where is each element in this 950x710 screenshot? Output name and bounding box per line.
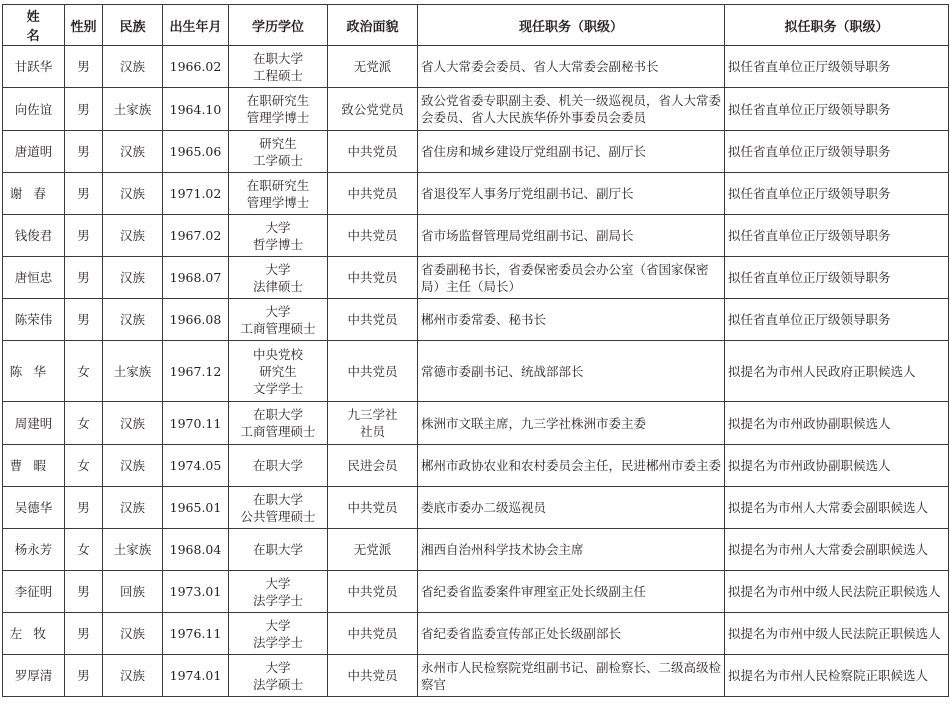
cell-current-position: 郴州市政协农业和农村委员会主任，民进郴州市委主委 [418, 445, 725, 487]
cell-education [229, 655, 328, 697]
cell-party [328, 299, 418, 341]
cell-proposed-position: 拟提名为市州人大常委会副职候选人 [725, 487, 949, 529]
cell-education [229, 173, 328, 215]
cell-gender: 男 [65, 131, 103, 173]
cell-party-line: 致公党党员 [341, 101, 404, 117]
cell-party [328, 46, 418, 88]
cell-proposed-position: 拟任省直单位正厅级领导职务 [725, 173, 949, 215]
cell-party-line: 民进会员 [347, 458, 398, 473]
cell-name: 左牧 [3, 613, 65, 655]
cell-education-line: 管理学博士 [246, 110, 310, 125]
cell-party [328, 341, 418, 402]
table-row [3, 299, 949, 341]
table-row [3, 173, 949, 215]
cell-proposed-position: 拟提名为市州政协副职候选人 [725, 445, 949, 487]
cell-ethnicity: 汉族 [103, 613, 163, 655]
table-row [3, 257, 949, 299]
cell-ethnicity: 土家族 [103, 88, 163, 131]
cell-birth: 1965.06 [163, 131, 229, 173]
cell-name: 钱俊君 [3, 215, 65, 257]
cell-education [229, 571, 328, 613]
cell-education [229, 257, 328, 299]
cell-current-position: 永州市人民检察院党组副书记、副检察长、二级高级检察官 [418, 655, 725, 697]
cell-ethnicity: 汉族 [103, 173, 163, 215]
cell-proposed-position: 拟任省直单位正厅级领导职务 [725, 299, 949, 341]
cell-ethnicity: 汉族 [103, 257, 163, 299]
cell-education-line: 大学 [265, 617, 291, 633]
cell-ethnicity: 土家族 [103, 529, 163, 571]
cell-education [229, 88, 328, 131]
personnel-table [2, 4, 949, 697]
cell-gender: 男 [65, 613, 103, 655]
cell-education-line: 在职大学 [252, 50, 303, 66]
cell-proposed-position: 拟提名为市州中级人民法院正职候选人 [725, 571, 949, 613]
cell-birth: 1974.01 [163, 655, 229, 697]
cell-ethnicity: 汉族 [103, 299, 163, 341]
cell-current-position: 省退役军人事务厅党组副书记、副厅长 [418, 173, 725, 215]
cell-education-line: 大学 [265, 575, 291, 591]
cell-gender: 男 [65, 173, 103, 215]
cell-education-line: 工商管理硕士 [240, 424, 316, 439]
cell-education [229, 299, 328, 341]
cell-current-position: 省人大常委会委员、省人大常委会副秘书长 [418, 46, 725, 88]
cell-party-line: 中共党员 [347, 668, 398, 683]
cell-education-line: 在职大学 [252, 491, 303, 507]
cell-birth: 1976.11 [163, 613, 229, 655]
cell-gender: 男 [65, 46, 103, 88]
cell-gender: 男 [65, 299, 103, 341]
cell-proposed-position: 拟任省直单位正厅级领导职务 [725, 46, 949, 88]
cell-education [229, 445, 328, 487]
cell-name: 甘跃华 [3, 46, 65, 88]
cell-proposed-position: 拟提名为市州人大常委会副职候选人 [725, 529, 949, 571]
table-row [3, 445, 949, 487]
cell-party-line: 社员 [359, 424, 385, 439]
cell-ethnicity: 汉族 [103, 445, 163, 487]
cell-education [229, 529, 328, 571]
cell-party-line: 中共党员 [347, 363, 398, 379]
cell-party-line: 中共党员 [347, 228, 398, 243]
table-row [3, 46, 949, 88]
cell-education-line: 法学硕士 [252, 676, 303, 692]
cell-education-line: 在职大学 [252, 542, 303, 557]
header-education: 学历学位 [229, 5, 328, 46]
cell-ethnicity: 土家族 [103, 341, 163, 402]
cell-birth: 1970.11 [163, 402, 229, 445]
cell-party [328, 402, 418, 445]
cell-birth: 1967.02 [163, 215, 229, 257]
cell-proposed-position: 拟提名为市州政协副职候选人 [725, 402, 949, 445]
cell-education-line: 大学 [265, 261, 291, 277]
cell-party [328, 173, 418, 215]
cell-gender: 女 [65, 402, 103, 445]
cell-birth: 1966.02 [163, 46, 229, 88]
cell-name: 唐恒忠 [3, 257, 65, 299]
cell-birth: 1965.01 [163, 487, 229, 529]
cell-party [328, 571, 418, 613]
cell-party-line: 中共党员 [347, 312, 398, 327]
cell-name: 向佐谊 [3, 88, 65, 131]
cell-birth: 1974.05 [163, 445, 229, 487]
cell-education [229, 131, 328, 173]
cell-party-line: 中共党员 [347, 500, 398, 515]
cell-current-position: 湘西自治州科学技术协会主席 [418, 529, 725, 571]
cell-education-line: 公共管理硕士 [240, 508, 316, 524]
cell-ethnicity: 回族 [103, 571, 163, 613]
cell-party-line: 无党派 [353, 542, 392, 557]
cell-education-line: 大学 [265, 659, 291, 675]
cell-ethnicity: 汉族 [103, 131, 163, 173]
cell-name: 唐道明 [3, 131, 65, 173]
cell-birth: 1964.10 [163, 88, 229, 131]
cell-party-line: 中共党员 [347, 186, 398, 201]
cell-party [328, 215, 418, 257]
table-row [3, 402, 949, 445]
table-row [3, 487, 949, 529]
table-row [3, 529, 949, 571]
cell-current-position: 省住房和城乡建设厅党组副书记、副厅长 [418, 131, 725, 173]
cell-proposed-position: 拟任省直单位正厅级领导职务 [725, 215, 949, 257]
cell-education [229, 402, 328, 445]
cell-education [229, 487, 328, 529]
cell-party [328, 131, 418, 173]
cell-education-line: 中央党校 [252, 346, 303, 362]
cell-current-position: 省纪委省监委案件审理室正处长级副主任 [418, 571, 725, 613]
cell-education-line: 文学学士 [252, 380, 303, 396]
cell-name: 曹暇 [3, 445, 65, 487]
cell-proposed-position: 拟任省直单位正厅级领导职务 [725, 257, 949, 299]
cell-birth: 1968.07 [163, 257, 229, 299]
cell-education-line: 工程硕士 [252, 67, 303, 83]
cell-education-line: 在职大学 [252, 407, 303, 422]
cell-education-line: 管理学博士 [246, 194, 310, 210]
table-row [3, 571, 949, 613]
cell-birth: 1967.12 [163, 341, 229, 402]
cell-party-line: 无党派 [353, 59, 392, 74]
cell-education-line: 哲学博士 [252, 236, 303, 252]
cell-current-position: 省委副秘书长，省委保密委员会办公室（省国家保密局）主任（局长） [418, 257, 725, 299]
cell-gender: 男 [65, 487, 103, 529]
header-row [3, 5, 949, 46]
cell-name: 罗厚清 [3, 655, 65, 697]
cell-education-line: 大学 [265, 303, 291, 319]
cell-current-position: 娄底市委办二级巡视员 [418, 487, 725, 529]
cell-education [229, 215, 328, 257]
cell-education [229, 46, 328, 88]
cell-proposed-position: 拟任省直单位正厅级领导职务 [725, 88, 949, 131]
table-row [3, 613, 949, 655]
cell-gender: 男 [65, 88, 103, 131]
cell-name: 李征明 [3, 571, 65, 613]
cell-education-line: 法学学士 [252, 634, 303, 650]
cell-ethnicity: 汉族 [103, 46, 163, 88]
cell-gender: 女 [65, 445, 103, 487]
cell-education [229, 341, 328, 402]
cell-party [328, 88, 418, 131]
cell-current-position: 郴州市委常委、秘书长 [418, 299, 725, 341]
cell-current-position: 常德市委副书记、统战部部长 [418, 341, 725, 402]
cell-party [328, 257, 418, 299]
cell-education-line: 在职研究生 [246, 93, 310, 108]
cell-gender: 男 [65, 571, 103, 613]
header-proposed-position: 拟任职务（职级） [725, 5, 949, 46]
cell-party [328, 445, 418, 487]
cell-education-line: 工学硕士 [252, 152, 303, 168]
cell-party [328, 487, 418, 529]
cell-party [328, 655, 418, 697]
cell-education-line: 在职大学 [252, 458, 303, 473]
table-body [3, 46, 949, 697]
cell-party-line: 中共党员 [347, 270, 398, 285]
cell-education-line: 研究生 [259, 135, 297, 151]
cell-ethnicity: 汉族 [103, 487, 163, 529]
cell-gender: 男 [65, 257, 103, 299]
cell-education-line: 工商管理硕士 [240, 320, 316, 336]
cell-name: 杨永芳 [3, 529, 65, 571]
cell-proposed-position: 拟提名为市州中级人民法院正职候选人 [725, 613, 949, 655]
table-row [3, 655, 949, 697]
cell-party [328, 529, 418, 571]
cell-gender: 女 [65, 341, 103, 402]
cell-proposed-position: 拟提名为市州人民检察院正职候选人 [725, 655, 949, 697]
cell-ethnicity: 汉族 [103, 655, 163, 697]
cell-name: 吴德华 [3, 487, 65, 529]
cell-name: 陈荣伟 [3, 299, 65, 341]
header-birth: 出生年月 [163, 5, 229, 46]
header-current-position: 现任职务（职级） [418, 5, 725, 46]
cell-ethnicity: 汉族 [103, 215, 163, 257]
cell-gender: 男 [65, 655, 103, 697]
cell-gender: 男 [65, 215, 103, 257]
cell-education-line: 法学学士 [252, 592, 303, 608]
cell-birth: 1966.08 [163, 299, 229, 341]
cell-party [328, 613, 418, 655]
cell-ethnicity: 汉族 [103, 402, 163, 445]
table-row [3, 88, 949, 131]
cell-birth: 1973.01 [163, 571, 229, 613]
cell-birth: 1968.04 [163, 529, 229, 571]
cell-proposed-position: 拟提名为市州人民政府正职候选人 [725, 341, 949, 402]
cell-current-position: 省市场监督管理局党组副书记、副局长 [418, 215, 725, 257]
cell-party-line: 中共党员 [347, 626, 398, 641]
table-row [3, 341, 949, 402]
cell-gender: 女 [65, 529, 103, 571]
cell-education-line: 法律硕士 [252, 278, 303, 294]
cell-party-line: 九三学社 [347, 407, 398, 422]
table-row [3, 131, 949, 173]
cell-education-line: 在职研究生 [246, 177, 310, 193]
cell-current-position: 省纪委省监委宣传部正处长级副部长 [418, 613, 725, 655]
cell-current-position: 株洲市文联主席，九三学社株洲市委主委 [418, 402, 725, 445]
table-row [3, 215, 949, 257]
cell-party-line: 中共党员 [347, 144, 398, 159]
header-ethnicity: 民族 [103, 5, 163, 46]
cell-name: 陈华 [3, 341, 65, 402]
header-gender: 性别 [65, 5, 103, 46]
cell-birth: 1971.02 [163, 173, 229, 215]
cell-education [229, 613, 328, 655]
cell-party-line: 中共党员 [347, 584, 398, 599]
cell-name: 周建明 [3, 402, 65, 445]
cell-education-line: 研究生 [259, 363, 297, 379]
header-party: 政治面貌 [328, 5, 418, 46]
cell-current-position: 致公党省委专职副主委、机关一级巡视员，省人大常委会委员、省人大民族华侨外事委员会委员 [418, 88, 725, 131]
cell-proposed-position: 拟任省直单位正厅级领导职务 [725, 131, 949, 173]
header-name: 姓名 [3, 5, 65, 46]
cell-name: 谢春 [3, 173, 65, 215]
cell-education-line: 大学 [265, 219, 291, 235]
